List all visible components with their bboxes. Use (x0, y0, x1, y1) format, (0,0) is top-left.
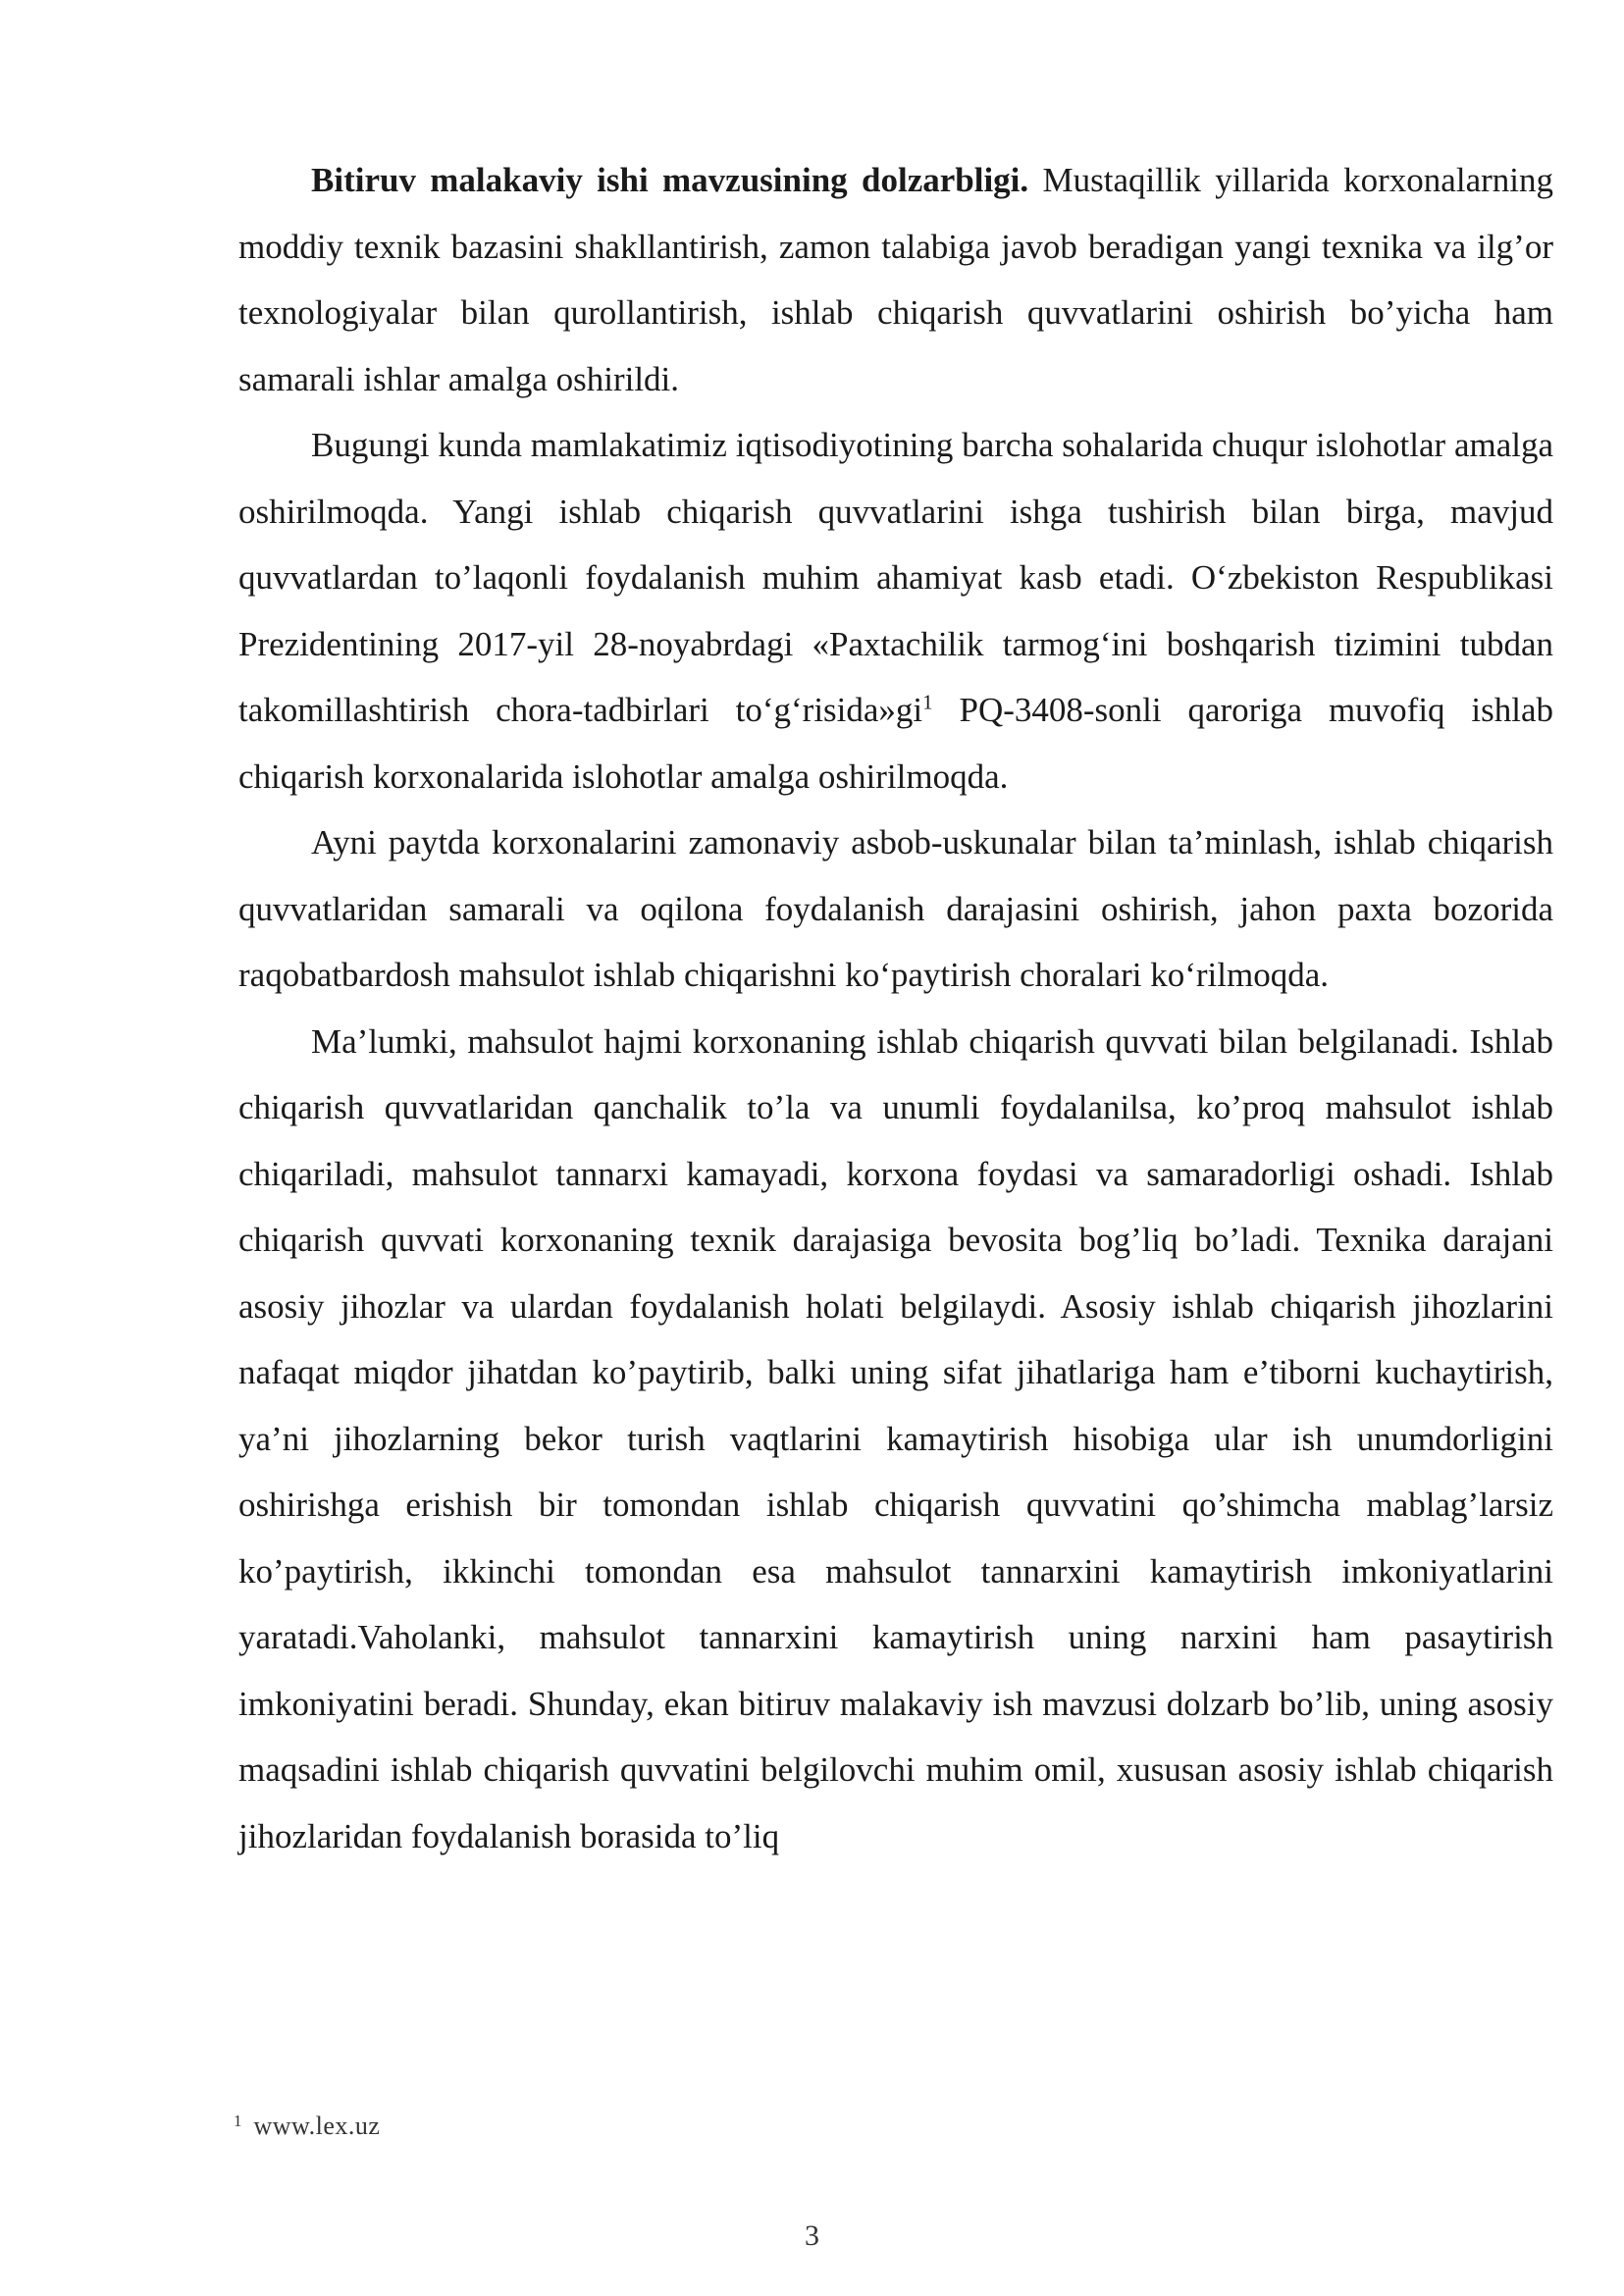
footnote-reference[interactable]: 1 (922, 690, 933, 714)
footnote-number: 1 (234, 2112, 242, 2130)
paragraph-2-text-before-ref: Bugungi kunda mamlakatimiz iqtisodiyotining barcha sohalarida chuqur islohotlar amalga oshirilmoqda. Yangi ishlab chiqarish quvvatlarini ishga tushirish bilan birga, mavjud quvvatlardan to’laqonli foydalanish muhim ahamiyat kasb etadi. O‘zbekiston Respublikasi Prezidentining 2017-yil 28-noyabrdagi «Paxtachilik tarmog‘ini boshqarish tizimini tubdan takomillashtirish chora-tadbirlari to‘g‘risida»gi (238, 426, 1553, 729)
paragraph-1 (238, 147, 1553, 412)
document-body (238, 147, 1553, 1869)
section-heading: Bitiruv malakaviy ishi mavzusining dolzarbligi. (311, 161, 1029, 199)
paragraph-1-text: Mustaqillik yillarida korxonalarning moddiy texnik bazasini shakllantirish, zamon talabiga javob beradigan yangi texnika va ilg’or texnologiyalar bilan qurollantirish, ishlab chiqarish quvvatlarini oshirish bo’yicha ham samarali ishlar amalga oshirildi. (238, 161, 1553, 398)
paragraph-2-text-after-ref: PQ-3408-sonli qaroriga muvofiq ishlab chiqarish korxonalarida islohotlar amalga oshirilmoqda. (238, 691, 1554, 796)
paragraph-2 (238, 412, 1553, 809)
paragraph-3 (238, 809, 1553, 1009)
page-number: 3 (805, 2219, 819, 2252)
footnote (234, 2112, 380, 2141)
paragraph-3-text: Ayni paytda korxonalarini zamonaviy asbob-uskunalar bilan ta’minlash, ishlab chiqarish quvvatlaridan samarali va oqilona foydalanish darajasini oshirish, jahon paxta bozorida raqobatbardosh mahsulot ishlab chiqarishni ko‘paytirish choralari ko‘rilmoqda. (238, 823, 1553, 994)
paragraph-4-text: Ma’lumki, mahsulot hajmi korxonaning ishlab chiqarish quvvati bilan belgilanadi. Ishlab chiqarish quvvatlaridan qanchalik to’la va unumli foydalanilsa, ko’proq mahsulot ishlab chiqariladi, mahsulot tannarxi kamayadi, korxona foydasi va samaradorligi oshadi. Ishlab chiqarish quvvati korxonaning texnik darajasiga bevosita bog’liq bo’ladi. Texnika darajani asosiy jihozlar va ulardan foydalanish holati belgilaydi. Asosiy ishlab chiqarish jihozlarini nafaqat miqdor jihatdan ko’paytirib, balki uning sifat jihatlariga ham e’tiborni kuchaytirish, ya’ni jihozlarning bekor turish vaqtlarini kamaytirish hisobiga ular ish unumdorligini oshirishga erishish bir tomondan ishlab chiqarish quvvatini qo’shimcha mablag’larsiz ko’paytirish, ikkinchi tomondan esa mahsulot tannarxini kamaytirish imkoniyatlarini yaratadi.Vaholanki, mahsulot tannarxini kamaytirish uning narxini ham pasaytirish imkoniyatini beradi. Shunday, ekan bitiruv malakaviy ish mavzusi dolzarb bo’lib, uning asosiy maqsadini ishlab chiqarish quvvatini belgilovchi muhim omil, xususan asosiy ishlab chiqarish jihozlaridan foydalanish borasida to’liq (238, 1021, 1553, 1855)
footnote-link[interactable]: www.lex.uz (253, 2112, 381, 2140)
paragraph-4 (238, 1009, 1553, 1870)
